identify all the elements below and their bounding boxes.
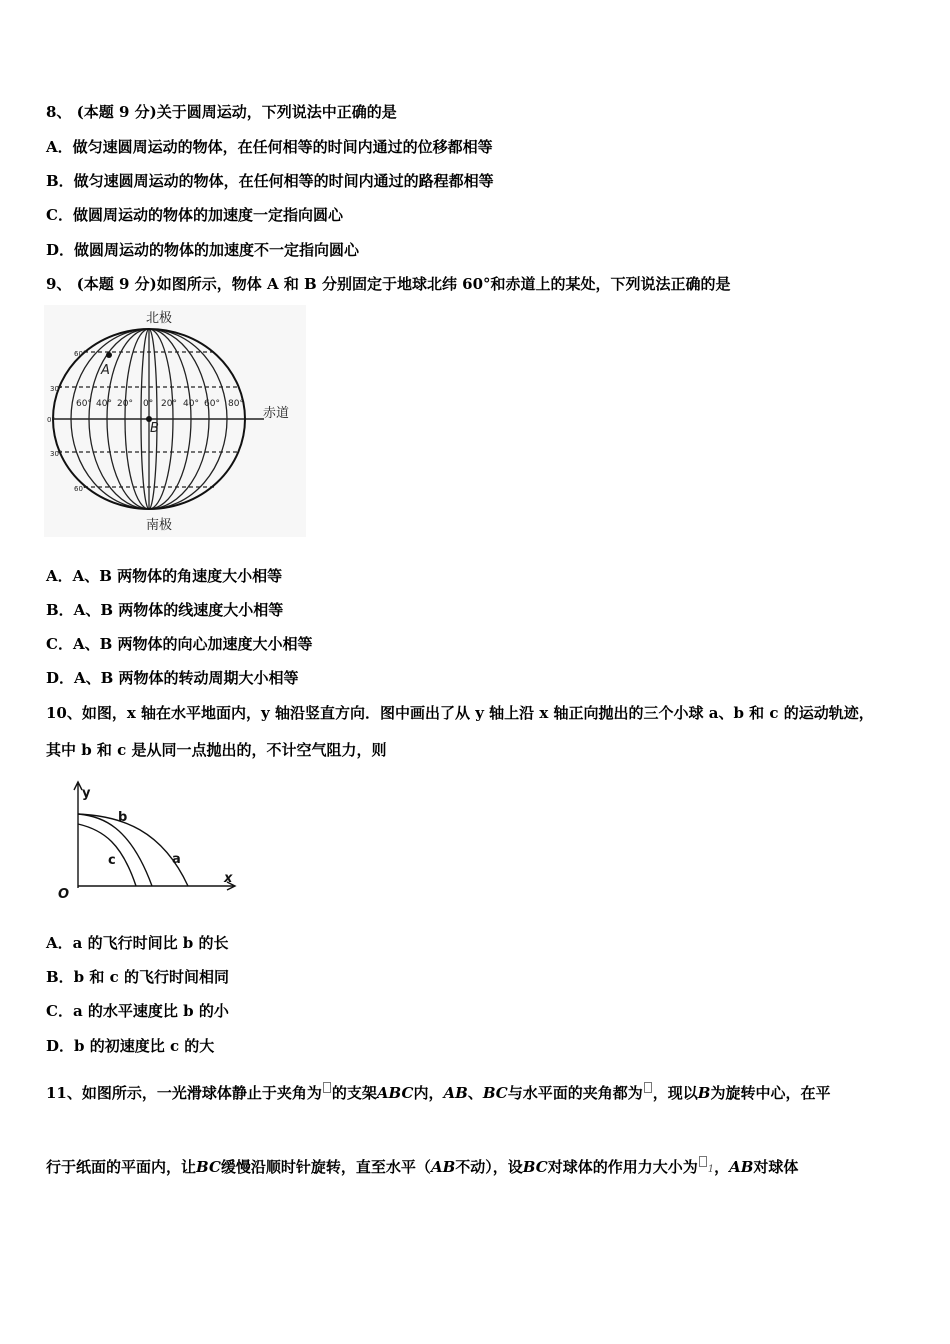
- x-axis-label: x: [224, 871, 233, 886]
- q11-line1: 11、如图所示，一光滑球体静止于夹角为 的支架ABC内，AB、BC与水平面的夹角都为 ，现以B为旋转中心，在平: [46, 1084, 831, 1102]
- lon-label-5: 20°: [161, 399, 177, 409]
- q9-option-d: D．A、B 两物体的转动周期大小相等: [46, 669, 299, 687]
- q10-option-d: D．b 的初速度比 c 的大: [46, 1037, 215, 1055]
- point-b-label: B: [150, 421, 159, 436]
- equator-label: 赤道: [263, 406, 290, 421]
- lon-label-4: 0°: [143, 399, 154, 409]
- trajectory-figure: [52, 778, 242, 902]
- q9-option-a: A．A、B 两物体的角速度大小相等: [46, 567, 283, 585]
- q9-option-c: C．A、B 两物体的向心加速度大小相等: [46, 635, 313, 653]
- q10-option-b: B．b 和 c 的飞行时间相同: [46, 968, 229, 986]
- lon-label-3: 20°: [117, 399, 133, 409]
- q9-option-b: B．A、B 两物体的线速度大小相等: [46, 601, 284, 619]
- q8-option-d: D．做圆周运动的物体的加速度不一定指向圆心: [46, 241, 360, 259]
- globe-figure: [44, 305, 306, 537]
- lat-label-60n: 60°: [74, 350, 87, 358]
- north-pole-label: 北极: [146, 311, 173, 326]
- q8-option-b: B．做匀速圆周运动的物体，在任何相等的时间内通过的路程都相等: [46, 172, 494, 190]
- lon-label-1: 60°: [76, 399, 92, 409]
- lon-label-2: 40°: [96, 399, 112, 409]
- lat-label-30s: 30°: [50, 450, 63, 458]
- point-a-label: A: [101, 363, 110, 378]
- lat-label-0: 0°: [47, 416, 55, 424]
- q11-line2: 行于纸面的平面内，让BC缓慢沿顺时针旋转，直至水平（AB不动），设BC对球体的作用力大小为 1，AB对球体: [46, 1158, 799, 1176]
- globe-figure-background: [44, 305, 306, 537]
- lat-label-30n: 30°: [50, 385, 63, 393]
- q10-stem-line1: 10、如图，x 轴在水平地面内，y 轴沿竖直方向．图中画出了从 y 轴上沿 x 轴正向抛出的三个小球 a、b 和 c 的运动轨迹，: [46, 704, 874, 722]
- q8-option-a: A．做匀速圆周运动的物体，在任何相等的时间内通过的位移都相等: [46, 138, 493, 156]
- trajectory-a: [78, 814, 188, 886]
- south-pole-label: 南极: [146, 518, 173, 533]
- missing-symbol-icon: [699, 1156, 707, 1167]
- trajectory-b: [78, 814, 152, 886]
- q10-option-c: C．a 的水平速度比 b 的小: [46, 1002, 229, 1020]
- missing-symbol-icon: [323, 1082, 331, 1093]
- lat-label-60s: 60°: [74, 485, 87, 493]
- q9-stem: 9、 (本题 9 分)如图所示，物体 A 和 B 分别固定于地球北纬 60°和赤道上的某处，下列说法正确的是: [46, 275, 731, 293]
- missing-symbol-icon: [644, 1082, 652, 1093]
- curve-c-label: c: [108, 853, 116, 868]
- curve-b-label: b: [118, 810, 128, 825]
- y-axis-label: y: [82, 786, 91, 801]
- lon-label-8: 80°: [228, 399, 244, 409]
- q10-stem-line2: 其中 b 和 c 是从同一点抛出的，不计空气阻力，则: [46, 741, 387, 759]
- origin-label: O: [58, 887, 70, 902]
- q8-stem: 8、 (本题 9 分)关于圆周运动，下列说法中正确的是: [46, 103, 397, 121]
- lon-label-7: 60°: [204, 399, 220, 409]
- point-a-marker: [106, 352, 112, 358]
- trajectory-c: [78, 824, 136, 886]
- q8-option-c: C．做圆周运动的物体的加速度一定指向圆心: [46, 206, 343, 224]
- q10-option-a: A．a 的飞行时间比 b 的长: [46, 934, 229, 952]
- curve-a-label: a: [172, 852, 181, 867]
- lon-label-6: 40°: [183, 399, 199, 409]
